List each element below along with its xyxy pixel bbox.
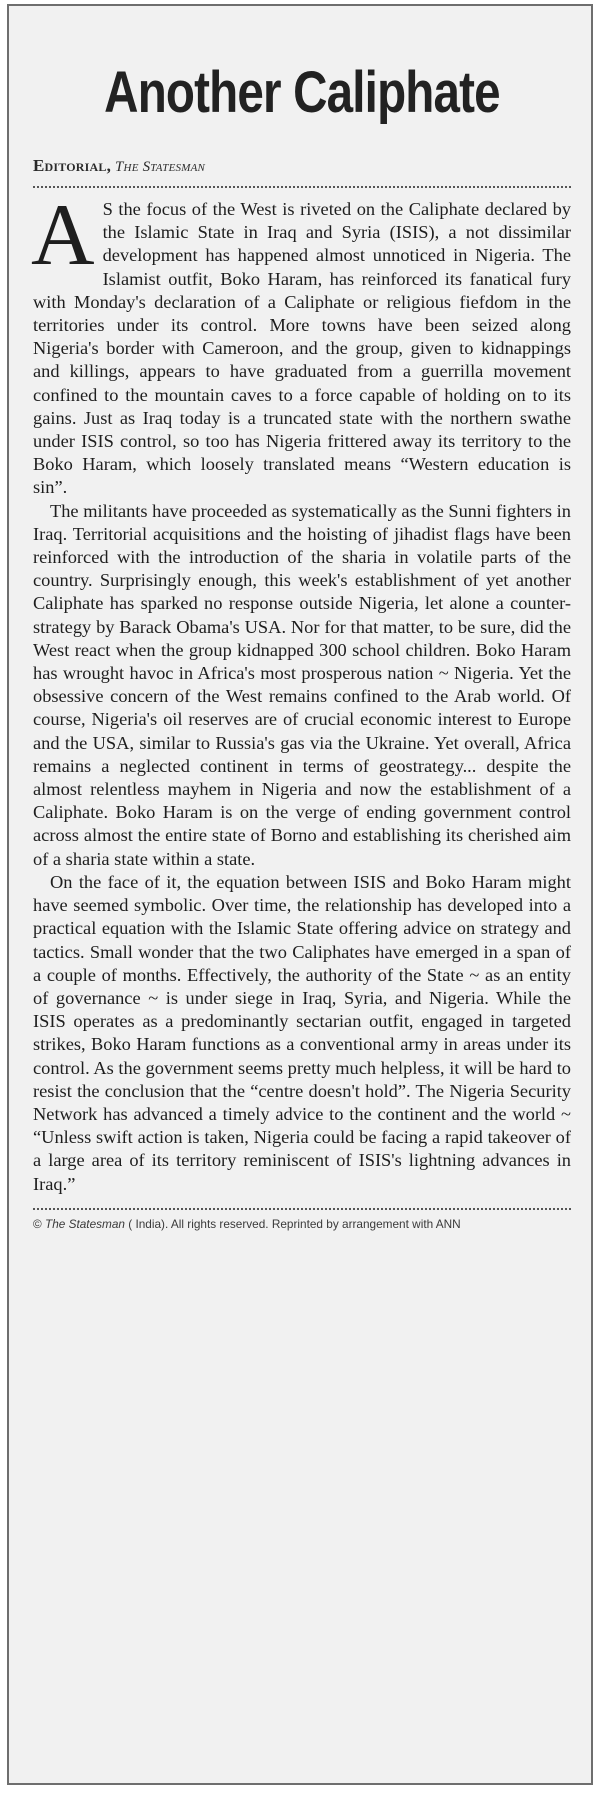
top-dotted-divider <box>33 186 571 188</box>
byline-source: The Statesman <box>115 159 206 175</box>
headline: Another Caliphate <box>104 60 500 125</box>
bottom-dotted-divider <box>33 1208 571 1210</box>
copyright-icon: © <box>33 1216 42 1231</box>
paragraph-1-text: S the focus of the West is riveted on the Caliphate declared by the Islamic State in Iraq and Syria (ISIS), a not dissimilar development has happened almost unnoticed in Nigeria. The Islamist outfit, Boko Haram, has reinforced its fanatical fury with Monday's declaration of a Caliphate or religious fiefdom in the territories under its control. More towns have been seized along Nigeria's border with Cameroon, and the group, given to kidnappings and killings, appears to have graduated from a guerrilla movement confined to the mountain caves to a force capable of holding on to its gains. Just as Iraq today is a truncated state with the northern swathe under ISIS control, so too has Nigeria frittered away its territory to the Boko Haram, which loosely translated means “Western education is sin”. <box>33 199 571 498</box>
drop-cap: A <box>31 187 95 284</box>
article-content <box>33 6 571 1783</box>
footer-rights-text: ( India). All rights reserved. Reprinted by arrangement with ANN <box>124 1216 461 1231</box>
copyright-footer <box>33 1216 571 1232</box>
article-frame <box>7 4 593 1785</box>
paragraph-2: The militants have proceeded as systematically as the Sunni fighters in Iraq. Territorial acquisitions and the hoisting of jihadist flags have been reinforced with the introduction of the sharia in volatile parts of the country. Surprisingly enough, this week's establishment of yet another Caliphate has sparked no response outside Nigeria, let alone a counter-strategy by Barack Obama's USA. Nor for that matter, to be sure, did the West react when the group kidnapped 300 school children. Boko Haram has wrought havoc in Africa's most prosperous nation ~ Nigeria. Yet the obsessive concern of the West remains confined to the Arab world. Of course, Nigeria's oil reserves are of crucial economic interest to Europe and the USA, similar to Russia's gas via the Ukraine. Yet overall, Africa remains a neglected continent in terms of geostrategy... despite the almost relentless mayhem in Nigeria and now the establishment of a Caliphate. Boko Haram is on the verge of ending government control across almost the entire state of Borno and establishing its cherished aim of a sharia state within a state. <box>33 500 571 869</box>
byline <box>33 156 571 176</box>
footer-publication: The Statesman <box>44 1216 125 1231</box>
byline-label: Editorial, <box>33 156 112 175</box>
article-body <box>31 187 571 1196</box>
paragraph-3: On the face of it, the equation between ISIS and Boko Haram might have seemed symbolic. Over time, the relationship has developed into a practical equation with the Islamic State offering advice on strategy and tactics. Small wonder that the two Caliphates have emerged in a span of a couple of months. Effectively, the authority of the State ~ as an entity of governance ~ is under siege in Iraq, Syria, and Nigeria. While the ISIS operates as a predominantly sectarian outfit, engaged in targeted strikes, Boko Haram functions as a conventional army in areas under its control. As the government seems pretty much helpless, it will be hard to resist the conclusion that the “centre doesn't hold”. The Nigeria Security Network has advanced a timely advice to the continent and the world ~ “Unless swift action is taken, Nigeria could be facing a rapid takeover of a large area of its territory reminiscent of ISIS's lightning advances in Iraq.” <box>33 871 571 1194</box>
paragraph-1 <box>31 187 571 500</box>
